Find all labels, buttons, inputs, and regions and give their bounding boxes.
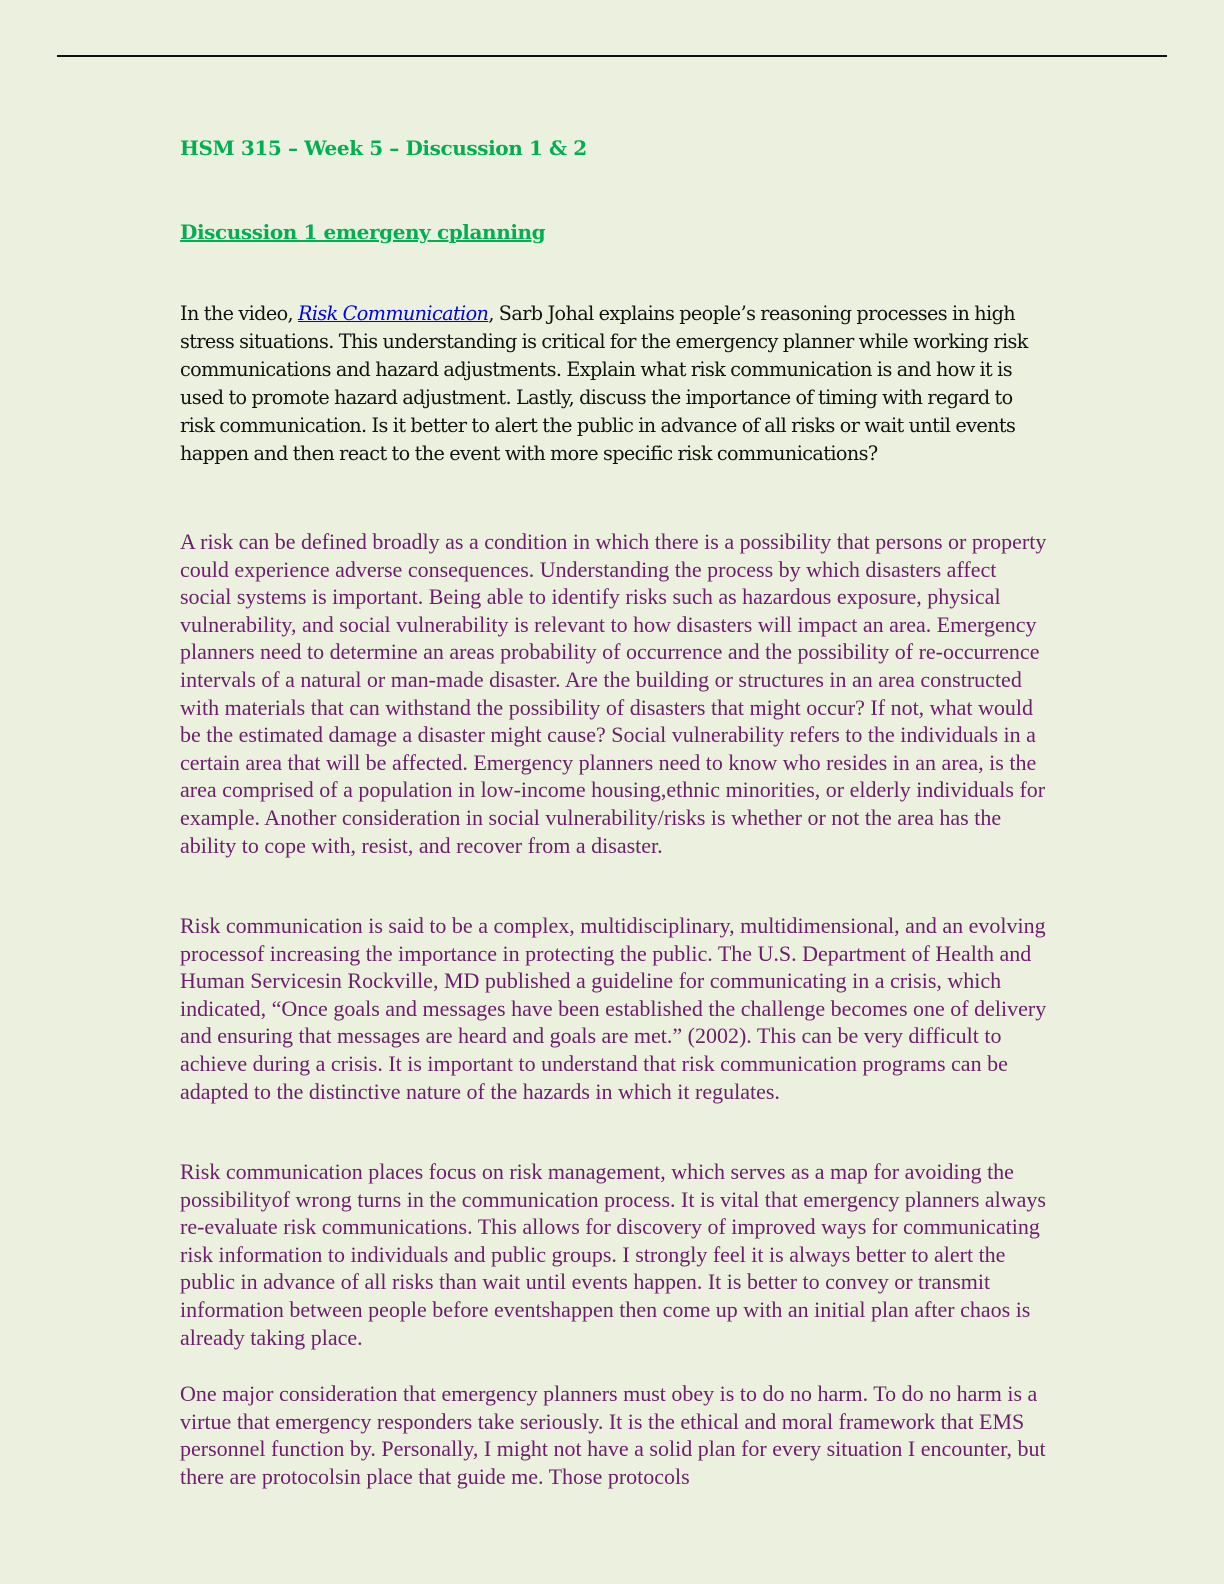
document-body — [180, 130, 1050, 1489]
prompt-text-rest: , Sarb Johal explains people’s reasoning processes in high stress situations. This understanding is critical for the emergency planner while working risk communications and hazard adjustments. Explain what risk communication is and how it is used to promote hazard adjustment. Lastly, discuss the importance of timing with regard to risk communication. Is it better to alert the public in advance of all risks or wait until events happen and then react to the event with more specific risk communications? — [180, 302, 1028, 465]
document-title: HSM 315 – Week 5 – Discussion 1 & 2 — [180, 136, 587, 160]
section-heading: Discussion 1 emergeny cplanning — [180, 220, 546, 244]
discussion-prompt — [180, 300, 1050, 468]
response-paragraph: Risk communication is said to be a complex, multidisciplinary, multidimensional, and an evolving processof increasing the importance in protecting the public. The U.S. Department of Health and Human Servicesin Rockville, MD published a guideline for communicating in a crisis, which indicated, “Once goals and messages have been established the challenge becomes one of delivery and ensuring that messages are heard and goals are met.” (2002). This can be very difficult to achieve during a crisis. It is important to understand that risk communication programs can be adapted to the distinctive nature of the hazards in which it regulates. — [180, 913, 1047, 1104]
response-paragraph: A risk can be defined broadly as a condition in which there is a possibility that persons or property could experience adverse consequences. Understanding the process by which disasters affect social systems is important. Being able to identify risks such as hazardous exposure, physical vulnerability, and social vulnerability is relevant to how disasters will impact an area. Emergency planners need to determine an areas probability of occurrence and the possibility of re-occurrence intervals of a natural or man-made disaster. Are the building or structures in an area constructed with materials that can withstand the possibility of disasters that might occur? If not, what would be the estimated damage a disaster might cause? Social vulnerability refers to the individuals in a certain area that will be affected. Emergency planners need to know who resides in an area, is the area comprised of a population in low-income housing,ethnic minorities, or elderly individuals for example. Another consideration in social vulnerability/risks is whether or not the area has the ability to cope with, resist, and recover from a disaster. — [180, 529, 1047, 858]
response-paragraph: One major consideration that emergency planners must obey is to do no harm. To do no harm is a virtue that emergency responders take seriously. It is the ethical and moral framework that EMS personnel function by. Personally, I might not have a solid plan for every situation I encounter, but there are protocolsin place that guide me. Those protocols — [180, 1381, 1046, 1489]
response-paragraph: Risk communication places focus on risk management, which serves as a map for avoiding the possibilityof wrong turns in the communication process. It is vital that emergency planners always re-evaluate risk communications. This allows for discovery of improved ways for communicating risk information to individuals and public groups. I strongly feel it is always better to alert the public in advance of all risks than wait until events happen. It is better to convey or transmit information between people before eventshappen then come up with an initial plan after chaos is already taking place. — [180, 1159, 1046, 1350]
top-horizontal-rule — [57, 55, 1167, 57]
risk-communication-link[interactable]: Risk Communication — [298, 302, 489, 325]
prompt-text-start: In the video, — [180, 302, 299, 325]
